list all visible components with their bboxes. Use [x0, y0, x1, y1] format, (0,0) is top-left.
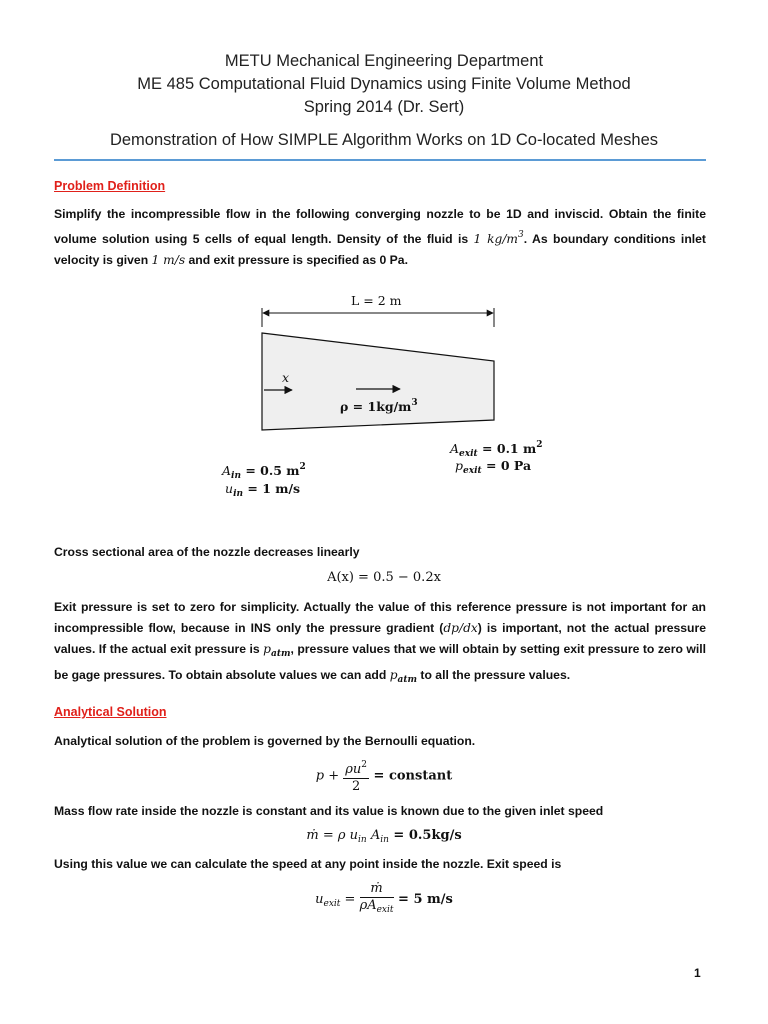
inlet-velocity-value: 1 m/s [151, 253, 186, 267]
problem-definition-heading: Problem Definition [54, 179, 166, 193]
length-label: L = 2 m [351, 293, 402, 308]
bernoulli-equation: p + $\frac{\rho u^2}{2}$ = constant [0, 757, 768, 795]
exit-speed-equation: $u_{exit}$ = $\frac{\text{ṁ}}{\rho A_{exit}}$ = 5 m/s [315, 881, 453, 915]
inlet-velocity-label: $u_{in} = 1$ m/s [225, 481, 301, 499]
department-title: METU Mechanical Engineering Department [224, 52, 544, 70]
course-title: ME 485 Computational Fluid Dynamics using Finite Volume Method [137, 75, 631, 93]
x-axis-label: x [282, 370, 290, 385]
density-value: 1 $kg/m^3$ [473, 230, 524, 246]
exit-pressure-paragraph: Exit pressure is set to zero for simplicity. Actually the value of this reference pressure is not important for an incompressible flow, because in INS only the pressure gradient (dp/dx) is important, not the actual pressure values. If the actual exit pressure is $p_{atm}$, pressure values that we will obtain by setting exit pressure to zero will be gage pressures. To obtain absolute values we can add $p_{atm}$ to all the pressure values. [54, 600, 706, 685]
density-label: $\rho = 1kg/m^3$ [340, 398, 418, 414]
mass-flow-equation: ṁ = ρ $u_{in}$ $A_{in} = 0.5kg/s$ [306, 828, 462, 845]
area-description: Cross sectional area of the nozzle decreases linearly [54, 545, 360, 559]
exit-area-label: $A_{exit} = 0.1$ $m^2$ [450, 440, 543, 459]
inlet-area-label: $A_{in} = 0.5$ $m^2$ [222, 462, 306, 481]
bernoulli-intro: Analytical solution of the problem is governed by the Bernoulli equation. [54, 734, 476, 748]
exit-pressure-label: $p_{exit} = 0$ Pa [455, 458, 532, 476]
exit-speed-intro: Using this value we can calculate the speed at any point inside the nozzle. Exit speed is [54, 857, 562, 871]
page-number: 1 [694, 966, 701, 980]
mass-flow-intro: Mass flow rate inside the nozzle is constant and its value is known due to the given inlet speed [54, 804, 604, 818]
semester-title: Spring 2014 (Dr. Sert) [303, 98, 465, 116]
problem-paragraph: Simplify the incompressible flow in the following converging nozzle to be 1D and inviscid. Obtain the finite volume solution using 5 cells of equal length. Density of the fluid is 1 $kg/m^3$. As boundary conditions inlet velocity is given 1 m/s and exit pressure is specified as 0 Pa. [54, 207, 706, 267]
analytical-solution-heading: Analytical Solution [54, 705, 167, 719]
nozzle-shape [262, 333, 494, 430]
area-equation: A(x) = 0.5 − 0.2x [327, 570, 441, 585]
document-subtitle: Demonstration of How SIMPLE Algorithm Works on 1D Co-located Meshes [109, 131, 659, 149]
